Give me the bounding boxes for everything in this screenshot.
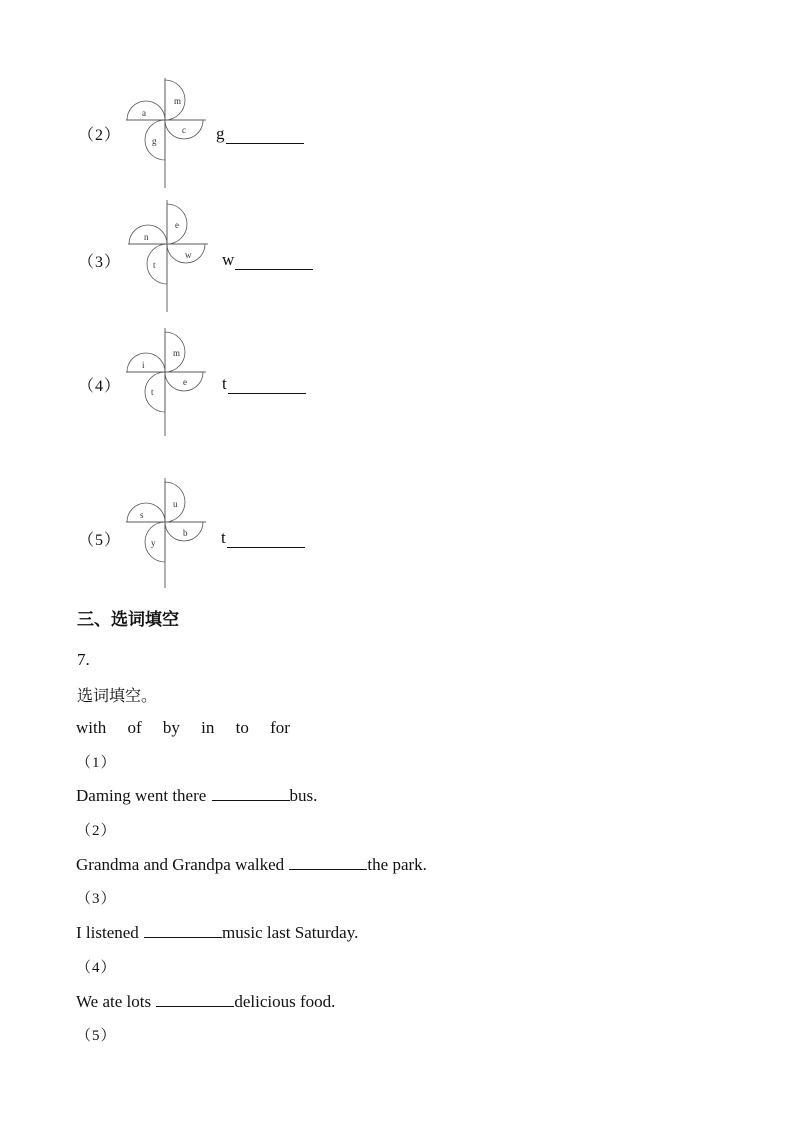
answer-prefix: t: [222, 374, 227, 393]
petal-top: m: [173, 348, 181, 358]
fill-sentence: [76, 855, 427, 875]
petal-top: m: [174, 96, 182, 106]
answer-blank[interactable]: [289, 855, 367, 870]
petal-left: n: [144, 232, 149, 242]
word-bank-item: to: [235, 718, 249, 737]
pinwheel-diagram: [124, 200, 210, 312]
petal-left: i: [142, 360, 145, 370]
sentence-end: delicious food.: [234, 992, 336, 1011]
word-bank-item: with: [76, 718, 107, 737]
pinwheel-diagram: [122, 328, 208, 436]
question-instruction: 选词填空。: [77, 686, 158, 705]
answer-prefix: t: [221, 528, 226, 547]
item-number: （4）: [76, 960, 117, 976]
word-bank-item: of: [127, 718, 142, 737]
answer-line: [221, 528, 305, 548]
answer-blank[interactable]: [144, 923, 222, 938]
answer-blank[interactable]: [235, 255, 313, 270]
question-number: 7.: [77, 650, 90, 669]
sentence-end: bus.: [289, 786, 318, 805]
word-bank-item: for: [270, 718, 290, 737]
answer-line: [216, 124, 304, 144]
answer-line: [222, 250, 313, 270]
answer-blank[interactable]: [156, 992, 234, 1007]
item-number: （2）: [76, 823, 117, 839]
sentence-start: I listened: [76, 923, 144, 942]
answer-blank[interactable]: [228, 379, 306, 394]
petal-bottom: t: [151, 387, 154, 397]
answer-prefix: w: [222, 250, 235, 269]
answer-line: [222, 374, 306, 394]
sentence-end: the park.: [367, 855, 427, 874]
petal-right: b: [183, 528, 188, 538]
fill-sentence: [76, 923, 358, 943]
item-number: （4）: [78, 378, 122, 395]
item-number: （3）: [76, 891, 117, 907]
sentence-end: music last Saturday.: [222, 923, 359, 942]
fill-sentence: [76, 992, 335, 1012]
item-number: （3）: [78, 254, 122, 271]
pinwheel-diagram: [122, 478, 208, 588]
petal-bottom: g: [152, 136, 157, 146]
petal-left: a: [142, 108, 146, 118]
petal-right: c: [182, 125, 186, 135]
petal-top: u: [173, 499, 178, 509]
answer-blank[interactable]: [212, 786, 290, 801]
item-number: （1）: [76, 755, 117, 771]
petal-bottom: t: [153, 260, 156, 270]
word-bank-item: in: [201, 718, 215, 737]
answer-blank[interactable]: [227, 533, 305, 548]
item-number: （5）: [76, 1028, 117, 1044]
sentence-start: We ate lots: [76, 992, 156, 1011]
item-number: （5）: [78, 532, 122, 549]
word-bank: [76, 718, 307, 738]
sentence-start: Grandma and Grandpa walked: [76, 855, 289, 874]
pinwheel-diagram: [122, 78, 208, 188]
answer-prefix: g: [216, 124, 225, 143]
petal-top: e: [175, 220, 179, 230]
answer-blank[interactable]: [226, 129, 304, 144]
petal-right: w: [185, 250, 192, 260]
petal-bottom: y: [151, 538, 156, 548]
sentence-start: Daming went there: [76, 786, 211, 805]
section-title: 三、选词填空: [77, 610, 179, 630]
word-bank-item: by: [162, 718, 180, 737]
petal-right: e: [183, 377, 187, 387]
fill-sentence: [76, 786, 317, 806]
item-number: （2）: [78, 127, 122, 144]
petal-left: s: [140, 510, 144, 520]
